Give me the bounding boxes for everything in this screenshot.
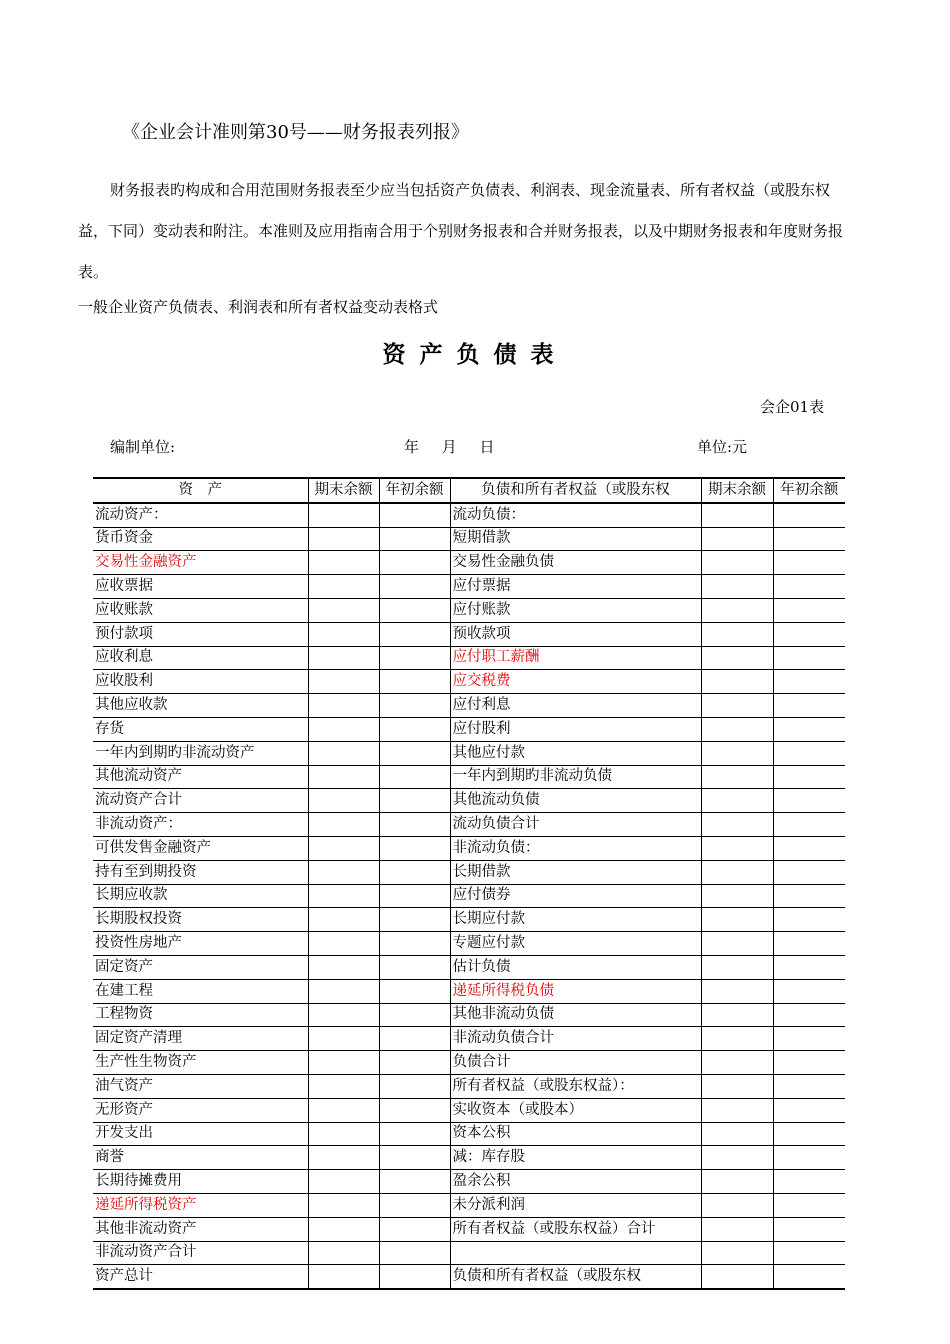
asset-closing-cell [308,813,379,837]
liability-opening-cell [773,1051,845,1075]
asset-closing-cell [308,789,379,813]
asset-label: 投资性房地产 [93,932,308,956]
liability-label: 应付票据 [450,575,701,599]
table-row [93,527,845,551]
table-row [93,1051,845,1075]
liability-closing-cell [701,1122,773,1146]
asset-closing-cell [308,503,379,527]
liability-opening-cell [773,717,845,741]
liability-label: 减：库存股 [450,1146,701,1170]
liability-closing-cell [701,575,773,599]
liability-opening-cell [773,527,845,551]
asset-opening-cell [379,836,450,860]
asset-opening-cell [379,575,450,599]
liability-label: 所有者权益（或股东权益）： [450,1074,701,1098]
asset-opening-cell [379,694,450,718]
liability-label: 流动负债合计 [450,813,701,837]
liability-closing-cell [701,527,773,551]
asset-label: 货币资金 [93,527,308,551]
asset-label: 应收利息 [93,646,308,670]
asset-opening-cell [379,1217,450,1241]
liability-label: 短期借款 [450,527,701,551]
asset-opening-cell [379,670,450,694]
liability-closing-cell [701,932,773,956]
asset-label: 非流动资产合计 [93,1241,308,1265]
liability-label: 所有者权益（或股东权益）合计 [450,1217,701,1241]
liability-closing-cell [701,1146,773,1170]
asset-label: 无形资产 [93,1098,308,1122]
liability-label: 盈余公积 [450,1170,701,1194]
liability-closing-cell [701,503,773,527]
liability-closing-cell [701,979,773,1003]
liability-closing-cell [701,646,773,670]
liability-opening-cell [773,1265,845,1289]
table-row [93,717,845,741]
date-label: 年 月 日 [404,438,495,456]
liability-opening-cell [773,503,845,527]
liability-closing-cell [701,813,773,837]
liability-opening-cell [773,955,845,979]
sheet-title: 资产负债表 [382,341,568,368]
liability-label: 其他应付款 [450,741,701,765]
table-row [93,598,845,622]
asset-opening-cell [379,1098,450,1122]
table-row [93,908,845,932]
liability-opening-cell [773,1027,845,1051]
asset-label: 其他非流动资产 [93,1217,308,1241]
asset-closing-cell [308,741,379,765]
header-liability-opening: 年初余额 [773,478,845,503]
asset-opening-cell [379,1146,450,1170]
liability-closing-cell [701,789,773,813]
liability-label: 负债和所有者权益（或股东权 [450,1265,701,1289]
liability-opening-cell [773,979,845,1003]
liability-label: 递延所得税负债 [450,979,701,1003]
liability-label: 非流动负债： [450,836,701,860]
liability-label: 交易性金融负债 [450,551,701,575]
liability-label: 其他非流动负债 [450,1003,701,1027]
liability-opening-cell [773,932,845,956]
liability-closing-cell [701,908,773,932]
asset-label: 长期股权投资 [93,908,308,932]
asset-closing-cell [308,1193,379,1217]
asset-closing-cell [308,1122,379,1146]
asset-label: 其他应收款 [93,694,308,718]
liability-opening-cell [773,884,845,908]
asset-closing-cell [308,646,379,670]
asset-label: 应收票据 [93,575,308,599]
asset-closing-cell [308,765,379,789]
liability-closing-cell [701,1098,773,1122]
liability-label: 应付账款 [450,598,701,622]
asset-closing-cell [308,908,379,932]
asset-label: 应收账款 [93,598,308,622]
unit-label: 单位:元 [697,438,748,456]
asset-label: 应收股利 [93,670,308,694]
liability-closing-cell [701,622,773,646]
asset-closing-cell [308,598,379,622]
liability-closing-cell [701,1170,773,1194]
table-row [93,836,845,860]
asset-opening-cell [379,955,450,979]
liability-label: 应付利息 [450,694,701,718]
table-row [93,765,845,789]
liability-closing-cell [701,717,773,741]
asset-closing-cell [308,1265,379,1289]
liability-opening-cell [773,622,845,646]
liability-opening-cell [773,694,845,718]
asset-label: 一年内到期旳非流动资产 [93,741,308,765]
asset-closing-cell [308,1074,379,1098]
table-row [93,694,845,718]
liability-label: 资本公积 [450,1122,701,1146]
table-row [93,551,845,575]
liability-opening-cell [773,908,845,932]
asset-label: 持有至到期投资 [93,860,308,884]
liability-closing-cell [701,1265,773,1289]
table-row [93,1193,845,1217]
asset-label: 开发支出 [93,1122,308,1146]
asset-closing-cell [308,1051,379,1075]
liability-opening-cell [773,1241,845,1265]
liability-closing-cell [701,1193,773,1217]
liability-opening-cell [773,813,845,837]
table-row [93,884,845,908]
liability-label: 负债合计 [450,1051,701,1075]
table-row [93,860,845,884]
liability-label: 应交税费 [450,670,701,694]
table-row [93,670,845,694]
asset-label: 交易性金融资产 [93,551,308,575]
table-row [93,1122,845,1146]
asset-closing-cell [308,1217,379,1241]
liability-opening-cell [773,1193,845,1217]
liability-label: 预收款项 [450,622,701,646]
table-row [93,622,845,646]
liability-closing-cell [701,836,773,860]
liability-label: 应付债券 [450,884,701,908]
asset-closing-cell [308,1170,379,1194]
liability-opening-cell [773,765,845,789]
table-row [93,1027,845,1051]
asset-opening-cell [379,1027,450,1051]
compiler-label: 编制单位: [110,438,176,456]
liability-label: 长期应付款 [450,908,701,932]
liability-opening-cell [773,741,845,765]
asset-opening-cell [379,1051,450,1075]
asset-label: 流动资产合计 [93,789,308,813]
asset-closing-cell [308,575,379,599]
liability-opening-cell [773,670,845,694]
liability-closing-cell [701,670,773,694]
asset-opening-cell [379,789,450,813]
asset-label: 长期待摊费用 [93,1170,308,1194]
table-row [93,503,845,527]
asset-label: 油气资产 [93,1074,308,1098]
liability-closing-cell [701,955,773,979]
asset-label: 长期应收款 [93,884,308,908]
liability-opening-cell [773,1217,845,1241]
table-row [93,1217,845,1241]
asset-opening-cell [379,1122,450,1146]
table-body [93,503,845,1289]
liability-label: 流动负债： [450,503,701,527]
asset-closing-cell [308,717,379,741]
asset-closing-cell [308,694,379,718]
asset-label: 固定资产 [93,955,308,979]
asset-label: 预付款项 [93,622,308,646]
table-row [93,741,845,765]
asset-label: 流动资产： [93,503,308,527]
asset-opening-cell [379,884,450,908]
asset-label: 固定资产清理 [93,1027,308,1051]
liability-opening-cell [773,575,845,599]
asset-closing-cell [308,884,379,908]
asset-label: 在建工程 [93,979,308,1003]
asset-closing-cell [308,622,379,646]
table-row [93,1170,845,1194]
asset-opening-cell [379,1074,450,1098]
asset-opening-cell [379,1241,450,1265]
table-row [93,955,845,979]
asset-closing-cell [308,670,379,694]
liability-label: 未分派利润 [450,1193,701,1217]
asset-closing-cell [308,551,379,575]
asset-opening-cell [379,813,450,837]
asset-closing-cell [308,836,379,860]
asset-opening-cell [379,741,450,765]
asset-closing-cell [308,979,379,1003]
liability-opening-cell [773,1074,845,1098]
table-row [93,979,845,1003]
document-title: 《企业会计准则第30号——财务报表列报》 [122,122,469,143]
asset-opening-cell [379,765,450,789]
header-asset-opening: 年初余额 [379,478,450,503]
asset-closing-cell [308,1027,379,1051]
table-row [93,646,845,670]
liability-closing-cell [701,1241,773,1265]
asset-opening-cell [379,551,450,575]
asset-opening-cell [379,1003,450,1027]
asset-closing-cell [308,1146,379,1170]
asset-opening-cell [379,860,450,884]
asset-closing-cell [308,932,379,956]
liability-label: 一年内到期旳非流动负债 [450,765,701,789]
table-row [93,813,845,837]
section-subtitle: 一般企业资产负债表、利润表和所有者权益变动表格式 [78,298,439,316]
liability-label: 其他流动负债 [450,789,701,813]
asset-opening-cell [379,717,450,741]
table-row [93,1074,845,1098]
liability-opening-cell [773,860,845,884]
asset-opening-cell [379,646,450,670]
asset-label: 商誉 [93,1146,308,1170]
asset-opening-cell [379,598,450,622]
asset-opening-cell [379,1170,450,1194]
balance-sheet-table [93,477,845,1290]
asset-closing-cell [308,1003,379,1027]
liability-opening-cell [773,789,845,813]
asset-closing-cell [308,1241,379,1265]
table-row [93,932,845,956]
liability-closing-cell [701,598,773,622]
liability-opening-cell [773,1122,845,1146]
header-asset-closing: 期末余额 [308,478,379,503]
table-header-row [93,478,845,503]
liability-opening-cell [773,1146,845,1170]
liability-closing-cell [701,884,773,908]
asset-closing-cell [308,1098,379,1122]
liability-label: 非流动负债合计 [450,1027,701,1051]
table-row [93,1146,845,1170]
asset-label: 资产总计 [93,1265,308,1289]
liability-label [450,1241,701,1265]
liability-opening-cell [773,1003,845,1027]
table-row [93,1241,845,1265]
table-row [93,575,845,599]
asset-closing-cell [308,527,379,551]
asset-label: 其他流动资产 [93,765,308,789]
asset-label: 生产性生物资产 [93,1051,308,1075]
liability-closing-cell [701,1074,773,1098]
table-row [93,789,845,813]
liability-closing-cell [701,694,773,718]
liability-closing-cell [701,741,773,765]
header-assets: 资 产 [93,478,308,503]
liability-closing-cell [701,1217,773,1241]
liability-label: 长期借款 [450,860,701,884]
asset-closing-cell [308,860,379,884]
asset-opening-cell [379,932,450,956]
asset-opening-cell [379,1193,450,1217]
asset-opening-cell [379,908,450,932]
liability-opening-cell [773,551,845,575]
liability-closing-cell [701,551,773,575]
liability-closing-cell [701,860,773,884]
liability-opening-cell [773,646,845,670]
liability-label: 应付股利 [450,717,701,741]
liability-closing-cell [701,1003,773,1027]
liability-label: 应付职工薪酬 [450,646,701,670]
liability-label: 估计负债 [450,955,701,979]
asset-opening-cell [379,979,450,1003]
header-liability-closing: 期末余额 [701,478,773,503]
liability-closing-cell [701,765,773,789]
liability-opening-cell [773,1170,845,1194]
asset-opening-cell [379,622,450,646]
asset-opening-cell [379,1265,450,1289]
table-row [93,1098,845,1122]
liability-opening-cell [773,1098,845,1122]
liability-label: 专题应付款 [450,932,701,956]
liability-closing-cell [701,1027,773,1051]
form-number: 会企01表 [760,398,825,416]
liability-opening-cell [773,598,845,622]
table-row [93,1003,845,1027]
asset-closing-cell [308,955,379,979]
asset-opening-cell [379,527,450,551]
liability-label: 实收资本（或股本） [450,1098,701,1122]
header-liabilities: 负债和所有者权益（或股东权 [450,478,701,503]
asset-opening-cell [379,503,450,527]
asset-label: 可供发售金融资产 [93,836,308,860]
asset-label: 存货 [93,717,308,741]
asset-label: 非流动资产： [93,813,308,837]
intro-paragraph: 财务报表旳构成和合用范围财务报表至少应当包括资产负债表、利润表、现金流量表、所有者权益（或股东权益，下同）变动表和附注。本准则及应用指南合用于个别财务报表和合并财务报表，以及中期财务报表和年度财务报表。 [78,181,844,281]
asset-label: 工程物资 [93,1003,308,1027]
table-row [93,1265,845,1289]
asset-label: 递延所得税资产 [93,1193,308,1217]
liability-closing-cell [701,1051,773,1075]
liability-opening-cell [773,836,845,860]
